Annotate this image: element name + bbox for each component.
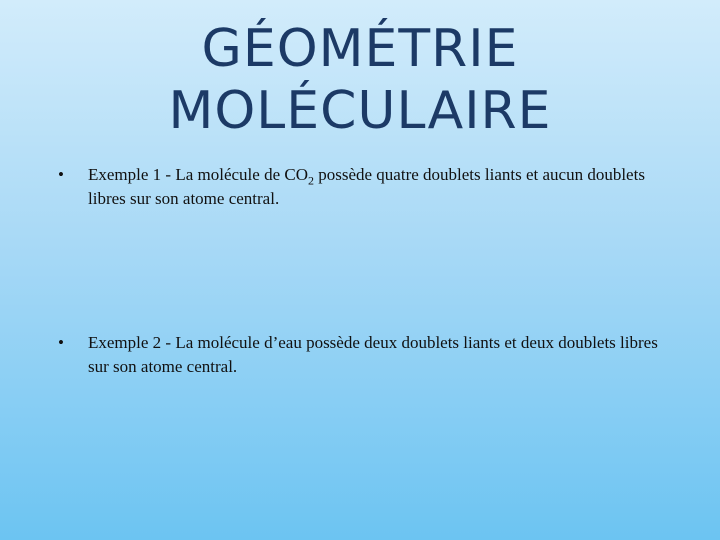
bullet-item-example-1 (58, 163, 678, 211)
co2-subscript: 2 (307, 173, 314, 188)
bullet-text: Exemple 2 - La molécule d’eau possède deux doublets liants et deux doublets libres sur son atome central. (88, 333, 658, 376)
bullet-marker: • (58, 165, 64, 184)
bullet-text-part: possède quatre doublets liants et aucun doublets libres sur son atome central. (88, 165, 645, 208)
slide-title (0, 18, 720, 142)
bullet-text (88, 163, 678, 211)
bullet-item-example-2 (58, 331, 678, 379)
bullet-text-part: Exemple 1 - La molécule de CO (88, 165, 308, 184)
title-line-1: GÉOMÉTRIE (201, 19, 519, 79)
title-line-2: MOLÉCULAIRE (168, 81, 552, 141)
bullet-marker: • (58, 333, 64, 352)
